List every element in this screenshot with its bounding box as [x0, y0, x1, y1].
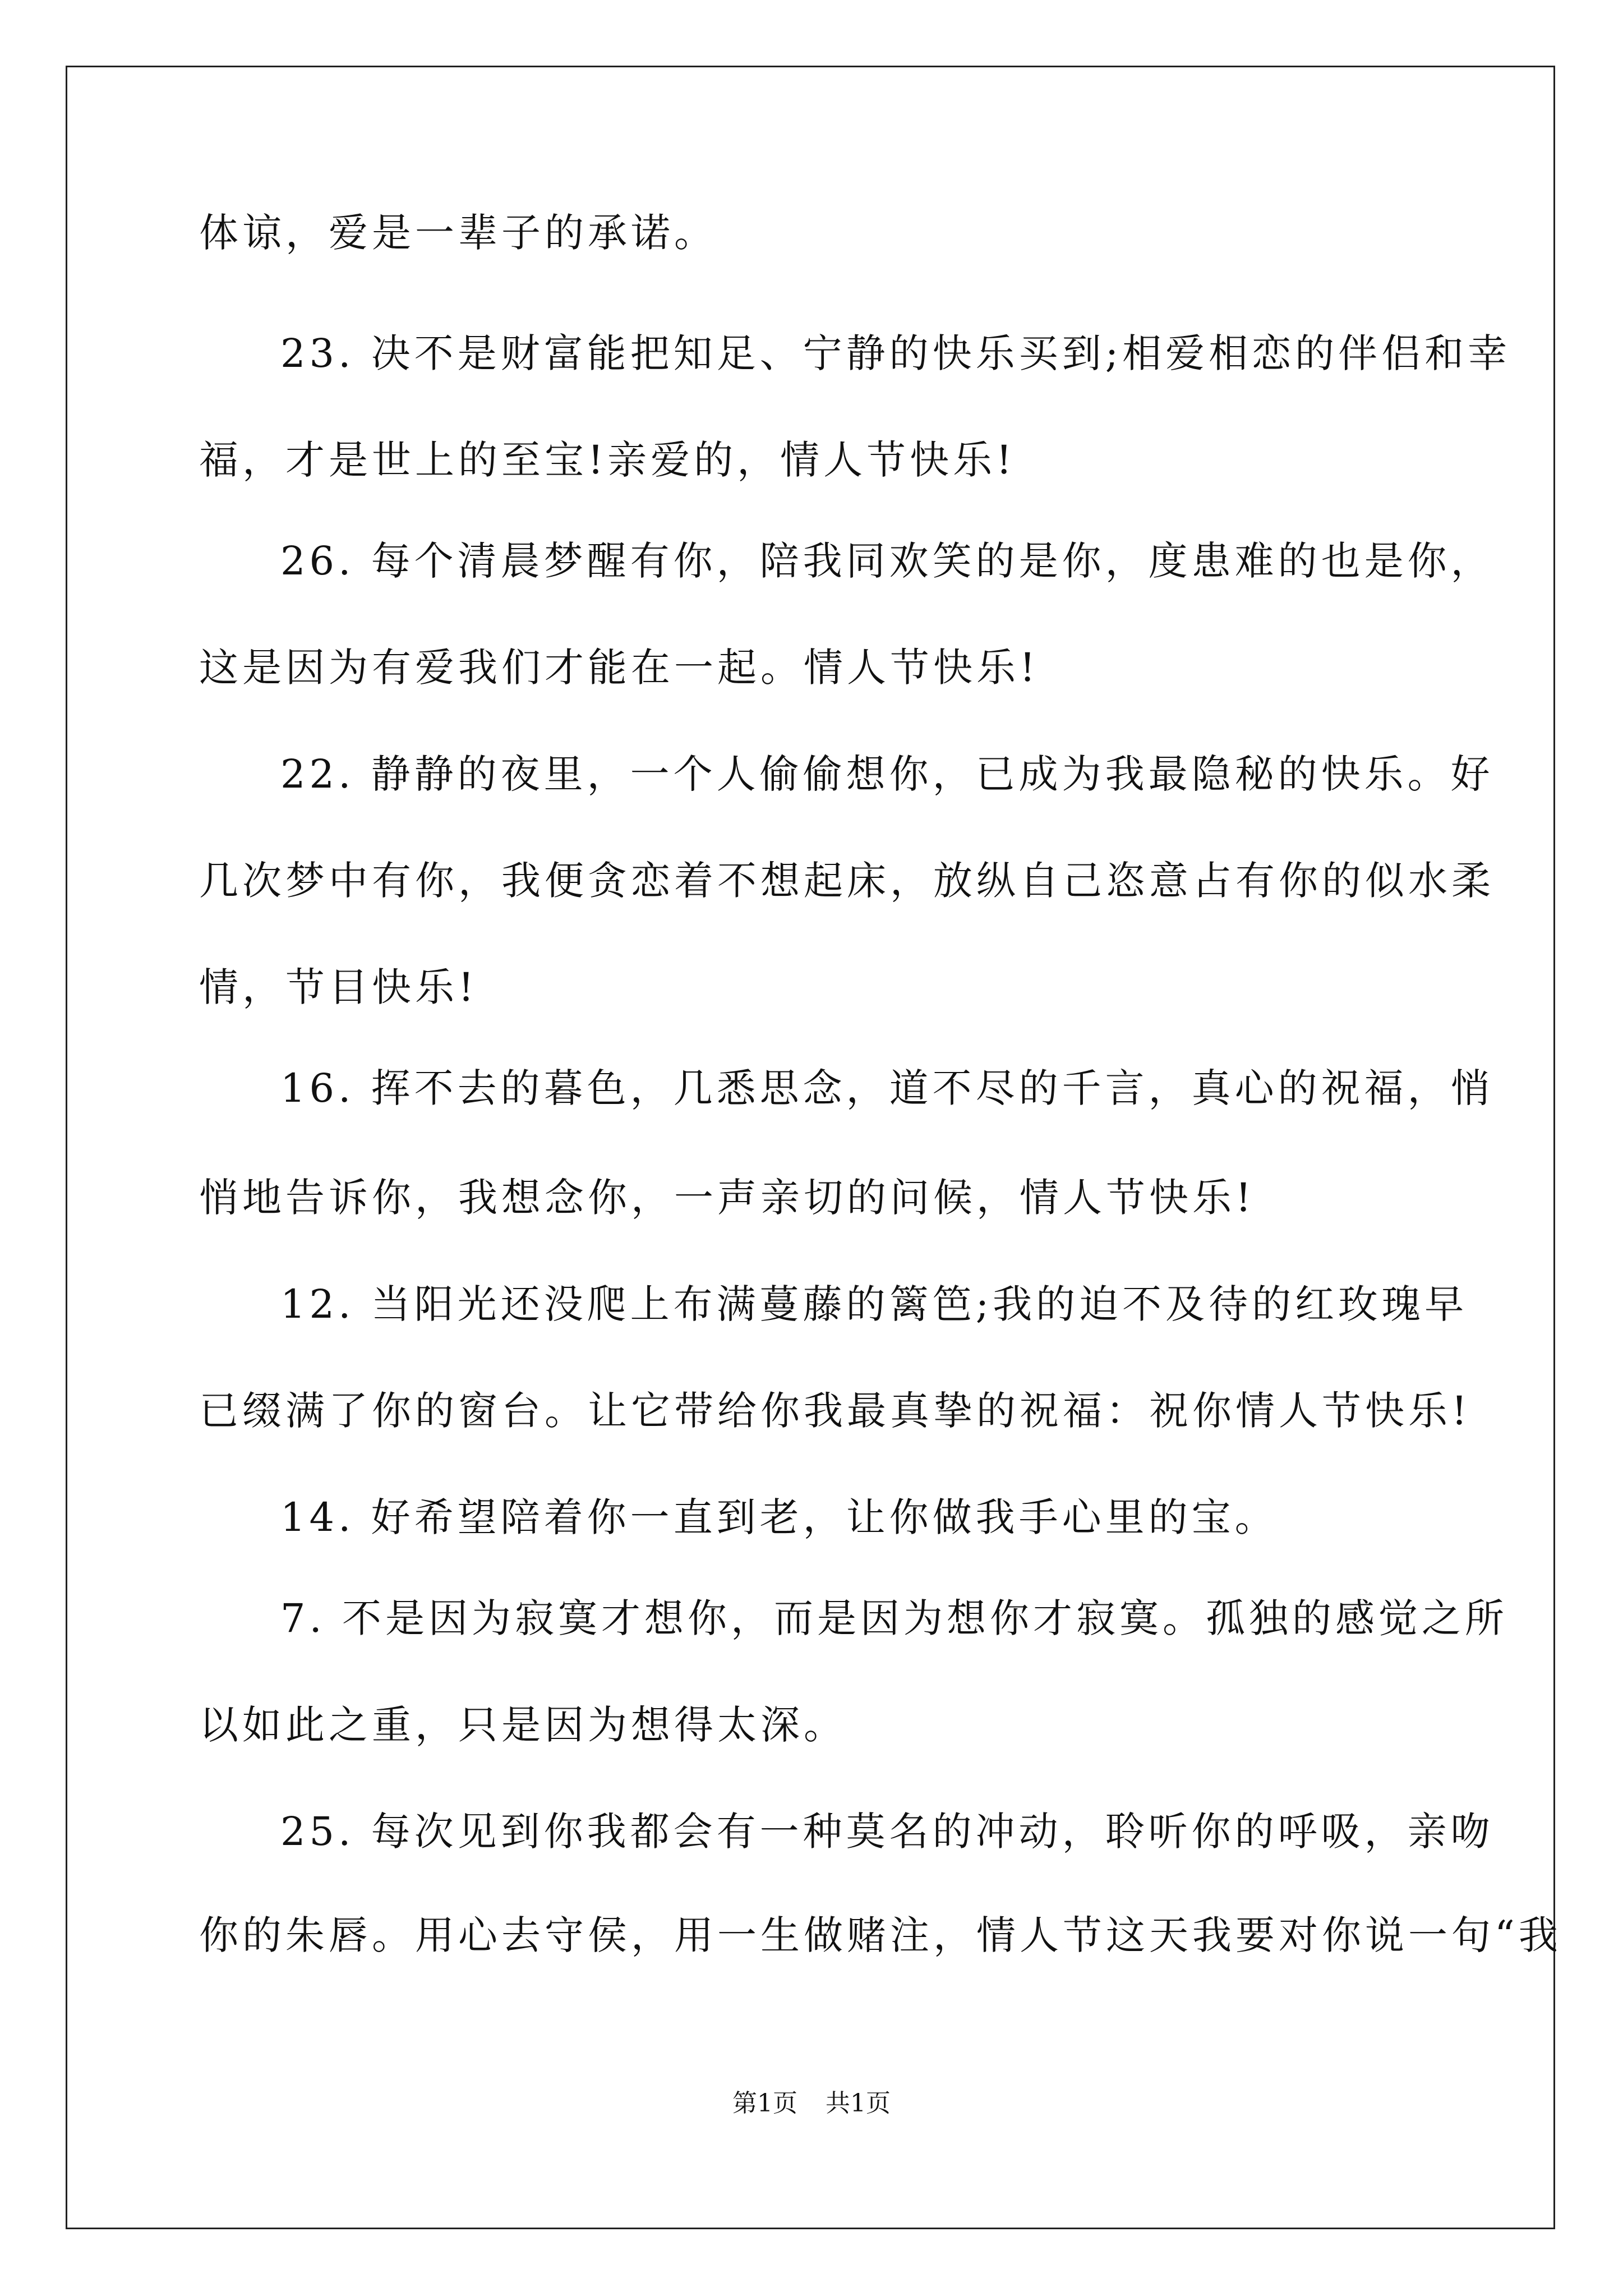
text-line: 23. 决不是财富能把知足、宁静的快乐买到;相爱相恋的伴侣和幸 [280, 330, 1511, 376]
text-line: 已缀满了你的窗台。让它带给你我最真挚的祝福：祝你情人节快乐! [199, 1388, 1472, 1434]
text-line: 7. 不是因为寂寞才想你，而是因为想你才寂寞。孤独的感觉之所 [280, 1595, 1509, 1641]
text-line: 你的朱唇。用心去守侯，用一生做赌注，情人节这天我要对你说一句“我 [199, 1912, 1562, 1958]
text-line: 25. 每次见到你我都会有一种莫名的冲动，聆听你的呼吸，亲吻 [280, 1809, 1494, 1855]
text-line: 几次梦中有你，我便贪恋着不想起床，放纵自己恣意占有你的似水柔 [199, 858, 1495, 904]
text-line: 情，节目快乐! [199, 964, 478, 1010]
page-footer [0, 2087, 1623, 2120]
text-line: 以如此之重，只是因为想得太深。 [199, 1702, 847, 1748]
text-line: 14. 好希望陪着你一直到老，让你做我手心里的宝。 [280, 1494, 1278, 1540]
text-line: 体谅，爱是一辈子的承诺。 [199, 210, 717, 256]
text-line: 26. 每个清晨梦醒有你，陪我同欢笑的是你，度患难的也是你， [280, 538, 1494, 584]
text-line: 悄地告诉你，我想念你，一声亲切的问候，情人节快乐! [199, 1175, 1256, 1221]
text-line: 22. 静静的夜里，一个人偷偷想你，已成为我最隐秘的快乐。好 [280, 751, 1494, 797]
text-line: 这是因为有爱我们才能在一起。情人节快乐! [199, 645, 1040, 691]
page-border [66, 66, 1555, 2229]
page-number: 第1页 [732, 2089, 797, 2118]
text-line: 16. 挥不去的暮色，几悉思念，道不尽的千言，真心的祝福，悄 [280, 1065, 1494, 1111]
page-total: 共1页 [826, 2089, 891, 2118]
text-line: 福，才是世上的至宝!亲爱的，情人节快乐! [199, 437, 1016, 483]
text-line: 12. 当阳光还没爬上布满蔓藤的篱笆;我的迫不及待的红玫瑰早 [280, 1281, 1468, 1327]
